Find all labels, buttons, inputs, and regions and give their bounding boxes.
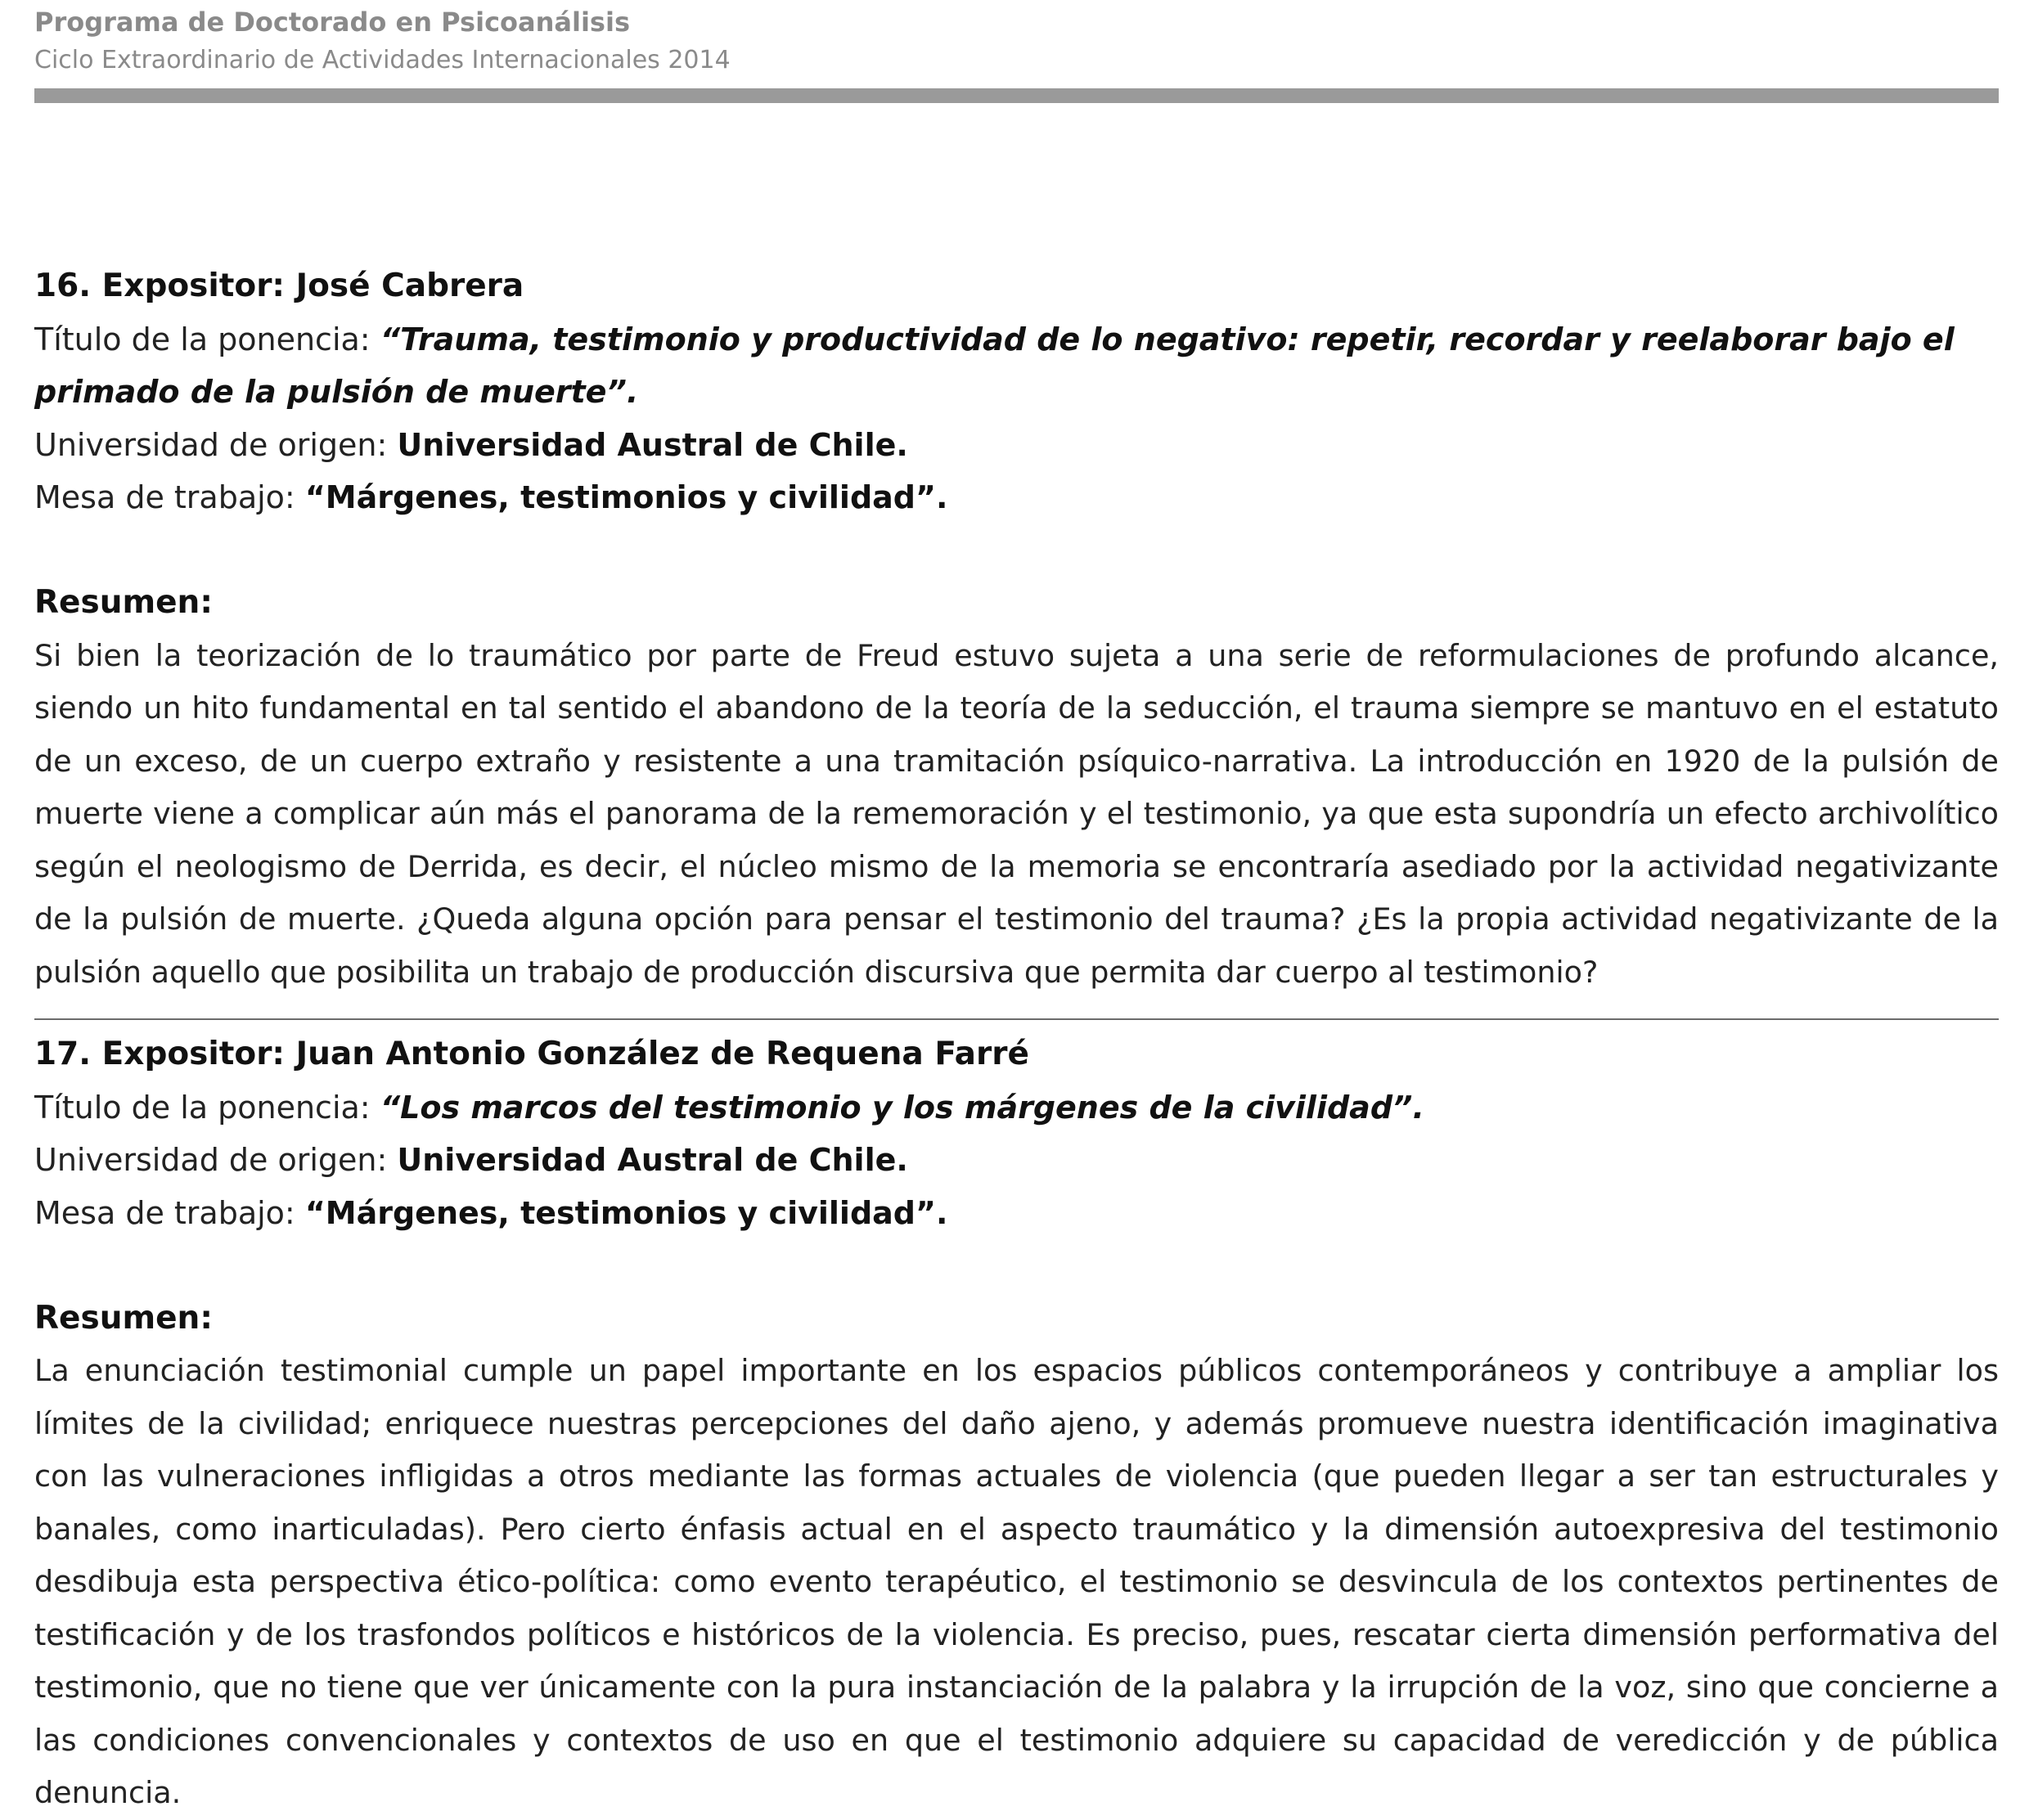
work-table-line <box>34 1187 1999 1240</box>
talk-title-line <box>34 1081 1999 1135</box>
work-table-value: “Márgenes, testimonios y civilidad”. <box>304 479 948 515</box>
page-header <box>34 0 1998 79</box>
summary-heading: Resumen: <box>34 584 213 621</box>
university-line <box>34 1134 1999 1187</box>
summary-text: La enunciación testimonial cumple un papel importante en los espacios públicos contemporáneos y contribuye a ampliar los límites de la civilidad; enriquece nuestras percepciones del daño ajeno, y además promueve nuestra identificación imaginativa con las vulneraciones infligidas a otros mediante las formas actuales de violencia (que pueden llegar a ser tan estructurales y banales, como inarticuladas). Pero cierto énfasis actual en el aspecto traumático y la dimensión autoexpresiva del testimonio desdibuja esta perspectiva ético-política: como evento terapéutico, el testimonio se desvincula de los contextos pertinentes de testificación y de los trasfondos políticos e históricos de la violencia. Es preciso, pues, rescatar cierta dimensión performativa del testimonio, que no tiene que ver únicamente con la pura instanciación de la palabra y la irrupción de la voz, sino que concierne a las condiciones convencionales y contextos de uso en que el testimonio adquiere su capacidad de veredicción y de pública denuncia. <box>34 1353 1999 1810</box>
talk-title-label: Título de la ponencia: <box>34 321 380 357</box>
university-label: Universidad de origen: <box>34 1142 398 1178</box>
university-value: Universidad Austral de Chile. <box>397 1142 908 1178</box>
talk-title-value: “Los marcos del testimonio y los márgenes de la civilidad”. <box>380 1089 1424 1126</box>
university-line <box>34 419 1999 472</box>
summary-text: Si bien la teorización de lo traumático por parte de Freud estuvo sujeta a una serie de reformulaciones de profundo alcance, siendo un hito fundamental en tal sentido el abandono de la teoría de la seducción, el trauma siempre se mantuvo en el estatuto de un exceso, de un cuerpo extraño y resistente a una tramitación psíquico-narrativa. La introducción en 1920 de la pulsión de muerte viene a complicar aún más el panorama de la rememoración y el testimonio, ya que esta supondría un efecto archivolítico según el neologismo de Derrida, es decir, el núcleo mismo de la memoria se encontraría asediado por la actividad negativizante de la pulsión de muerte. ¿Queda alguna opción para pensar el testimonio del trauma? ¿Es la propia actividad negativizante de la pulsión aquello que posibilita un trabajo de producción discursiva que permita dar cuerpo al testimonio? <box>34 637 1999 990</box>
university-label: Universidad de origen: <box>34 426 398 463</box>
summary-heading: Resumen: <box>34 1299 213 1337</box>
talk-title-value: “Trauma, testimonio y productividad de lo negativo: repetir, recordar y reelaborar bajo el primado de la pulsión de muerte”. <box>34 321 1955 410</box>
work-table-label: Mesa de trabajo: <box>34 1194 305 1231</box>
spacer <box>34 524 1999 577</box>
spacer <box>34 1239 1999 1292</box>
program-title: Programa de Doctorado en Psicoanálisis <box>34 7 630 38</box>
entry-heading: 16. Expositor: José Cabrera <box>34 267 524 304</box>
entry-divider <box>34 1018 1999 1020</box>
talk-title-label: Título de la ponencia: <box>34 1089 380 1126</box>
header-divider-bar <box>34 88 1999 103</box>
talk-title-line <box>34 313 1999 419</box>
entry-17 <box>34 1028 1999 1820</box>
entry-heading: 17. Expositor: Juan Antonio González de Requena Farré <box>34 1036 1029 1072</box>
main-content <box>34 260 1999 1820</box>
cycle-subtitle: Ciclo Extraordinario de Actividades Internacionales 2014 <box>34 46 731 74</box>
work-table-line <box>34 471 1999 524</box>
work-table-label: Mesa de trabajo: <box>34 479 305 515</box>
work-table-value: “Márgenes, testimonios y civilidad”. <box>304 1194 948 1231</box>
entry-16 <box>34 260 1999 999</box>
university-value: Universidad Austral de Chile. <box>397 426 908 463</box>
